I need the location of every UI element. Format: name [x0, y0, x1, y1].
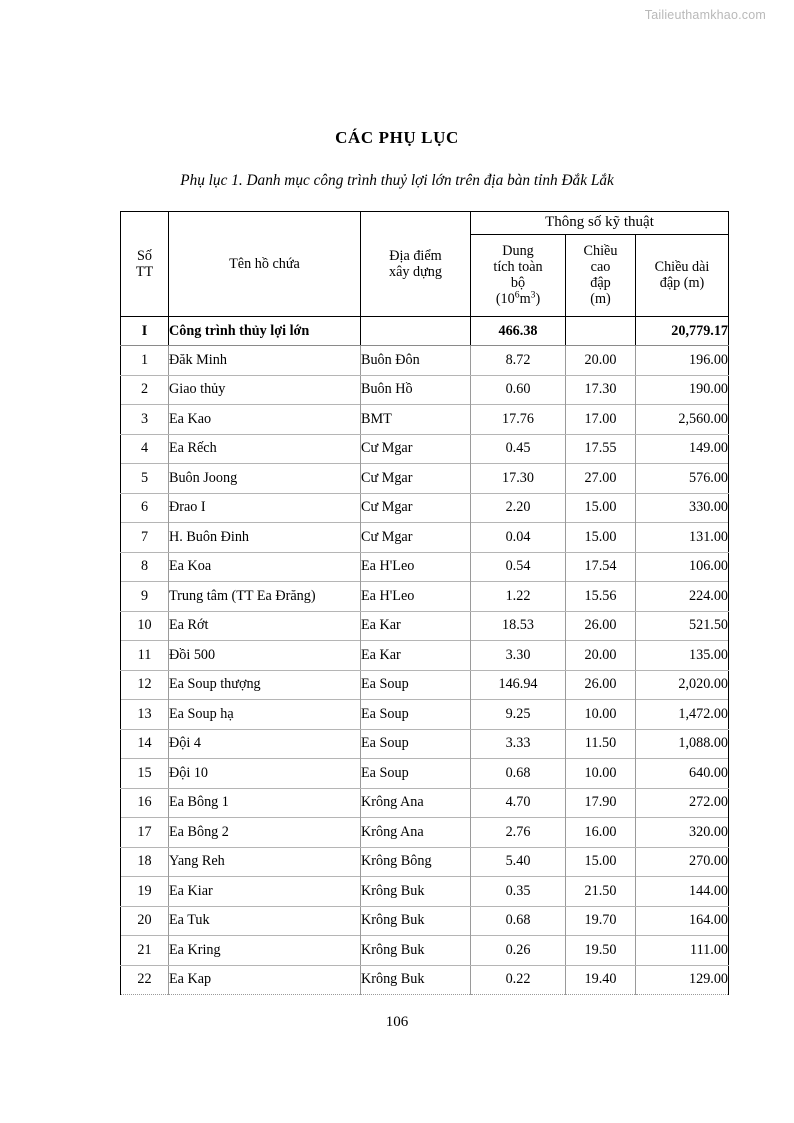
cell-volume: 9.25 — [471, 700, 566, 730]
cell-length: 190.00 — [636, 375, 729, 405]
cell-no: 17 — [121, 818, 169, 848]
cell-name: Giao thủy — [169, 375, 361, 405]
table-row — [121, 493, 729, 523]
page-title: CÁC PHỤ LỤC — [335, 128, 459, 147]
cell-height: 10.00 — [566, 700, 636, 730]
cell-location: Krông Ana — [361, 818, 471, 848]
table-row — [121, 847, 729, 877]
header-row-group — [121, 212, 729, 235]
cell-location — [361, 317, 471, 346]
table-head — [121, 212, 729, 317]
cell-volume: 2.20 — [471, 493, 566, 523]
cell-height: 17.30 — [566, 375, 636, 405]
cell-length: 106.00 — [636, 552, 729, 582]
cell-no: 19 — [121, 877, 169, 907]
cell-no: 5 — [121, 464, 169, 494]
cell-name: Ea Koa — [169, 552, 361, 582]
cell-no: 16 — [121, 788, 169, 818]
cell-location: Buôn Đôn — [361, 346, 471, 376]
header-length-line2: đập (m) — [659, 275, 705, 292]
cell-height: 15.56 — [566, 582, 636, 612]
cell-volume: 0.35 — [471, 877, 566, 907]
unit-exp-three: 3 — [530, 289, 536, 301]
header-length-line1: Chiều dài — [654, 259, 710, 276]
cell-no: 7 — [121, 523, 169, 553]
cell-height: 10.00 — [566, 759, 636, 789]
cell-height: 15.00 — [566, 493, 636, 523]
cell-volume: 17.76 — [471, 405, 566, 435]
cell-location: Ea H'Leo — [361, 552, 471, 582]
header-height-line2: cao — [590, 259, 611, 276]
cell-length: 149.00 — [636, 434, 729, 464]
cell-no: 9 — [121, 582, 169, 612]
cell-location: Ea Soup — [361, 729, 471, 759]
cell-location: Ea Soup — [361, 759, 471, 789]
cell-length: 2,560.00 — [636, 405, 729, 435]
table-body — [121, 317, 729, 995]
appendix-subtitle: Phụ lục 1. Danh mục công trình thuỷ lợi lớn trên địa bàn tỉnh Đắk Lắk — [180, 172, 614, 189]
table-row-summary — [121, 317, 729, 346]
cell-height: 17.00 — [566, 405, 636, 435]
table-row — [121, 552, 729, 582]
cell-length: 576.00 — [636, 464, 729, 494]
header-height-line1: Chiều — [583, 243, 618, 260]
cell-no: 11 — [121, 641, 169, 671]
cell-location: Ea H'Leo — [361, 582, 471, 612]
cell-location: Krông Ana — [361, 788, 471, 818]
reservoir-table — [120, 211, 729, 995]
cell-location: Krông Buk — [361, 965, 471, 995]
table-row — [121, 906, 729, 936]
cell-name: Yang Reh — [169, 847, 361, 877]
cell-no: 14 — [121, 729, 169, 759]
unit-exp-six: 6 — [514, 289, 520, 301]
cell-location: Ea Kar — [361, 611, 471, 641]
header-cell-location — [361, 212, 471, 317]
header-height-line3: đập — [590, 275, 611, 292]
cell-name: Buôn Joong — [169, 464, 361, 494]
cell-no: 6 — [121, 493, 169, 523]
cell-volume: 17.30 — [471, 464, 566, 494]
cell-length: 20,779.17 — [636, 317, 729, 346]
cell-length: 131.00 — [636, 523, 729, 553]
table-row — [121, 611, 729, 641]
cell-height: 20.00 — [566, 641, 636, 671]
cell-volume: 3.33 — [471, 729, 566, 759]
header-cell-length — [636, 234, 729, 316]
site-watermark: Tailieuthamkhao.com — [644, 8, 766, 22]
cell-location: Krông Buk — [361, 936, 471, 966]
cell-height: 19.70 — [566, 906, 636, 936]
cell-volume: 2.76 — [471, 818, 566, 848]
cell-volume: 146.94 — [471, 670, 566, 700]
table-row — [121, 788, 729, 818]
cell-name: Đăk Minh — [169, 346, 361, 376]
cell-location: Krông Bông — [361, 847, 471, 877]
cell-name: Ea Soup thượng — [169, 670, 361, 700]
table-row — [121, 818, 729, 848]
cell-location: Cư Mgar — [361, 493, 471, 523]
cell-name: Ea Bông 2 — [169, 818, 361, 848]
header-volume-unit — [471, 291, 565, 307]
header-height-line4: (m) — [590, 291, 611, 308]
header-location-line1: Địa điểm — [389, 247, 442, 264]
cell-volume: 0.54 — [471, 552, 566, 582]
cell-name: Ea Kao — [169, 405, 361, 435]
cell-length: 1,088.00 — [636, 729, 729, 759]
table-row — [121, 405, 729, 435]
cell-height: 21.50 — [566, 877, 636, 907]
header-no-line2: TT — [135, 264, 154, 280]
header-cell-technical-group: Thông số kỹ thuật — [471, 212, 729, 235]
table-row — [121, 582, 729, 612]
table-row — [121, 670, 729, 700]
cell-height: 11.50 — [566, 729, 636, 759]
cell-volume: 18.53 — [471, 611, 566, 641]
cell-name: Ea Kiar — [169, 877, 361, 907]
header-cell-volume — [471, 234, 566, 316]
cell-height: 20.00 — [566, 346, 636, 376]
header-cell-name: Tên hồ chứa — [169, 212, 361, 317]
cell-no: 2 — [121, 375, 169, 405]
table-row — [121, 759, 729, 789]
cell-height: 16.00 — [566, 818, 636, 848]
cell-height: 19.50 — [566, 936, 636, 966]
table-row — [121, 877, 729, 907]
cell-length: 2,020.00 — [636, 670, 729, 700]
unit-metre: m — [519, 291, 531, 308]
cell-volume: 5.40 — [471, 847, 566, 877]
cell-location: Ea Soup — [361, 670, 471, 700]
header-no-line1: Số — [137, 247, 152, 264]
cell-volume: 0.68 — [471, 906, 566, 936]
cell-name: Ea Soup hạ — [169, 700, 361, 730]
cell-name: Đội 10 — [169, 759, 361, 789]
cell-volume: 3.30 — [471, 641, 566, 671]
cell-name: Ea Kap — [169, 965, 361, 995]
cell-no: 1 — [121, 346, 169, 376]
cell-no: I — [121, 317, 169, 346]
cell-name: H. Buôn Đinh — [169, 523, 361, 553]
cell-height: 17.90 — [566, 788, 636, 818]
cell-volume: 0.22 — [471, 965, 566, 995]
appendix-table-container — [120, 211, 728, 995]
cell-length: 320.00 — [636, 818, 729, 848]
cell-length: 330.00 — [636, 493, 729, 523]
cell-volume: 1.22 — [471, 582, 566, 612]
cell-length: 196.00 — [636, 346, 729, 376]
header-volume-line2: tích toàn — [493, 259, 543, 276]
cell-location: BMT — [361, 405, 471, 435]
page-number: 106 — [385, 1014, 409, 1030]
cell-length: 272.00 — [636, 788, 729, 818]
header-location-line2: xây dựng — [388, 264, 442, 280]
table-row — [121, 936, 729, 966]
cell-volume: 4.70 — [471, 788, 566, 818]
cell-length: 111.00 — [636, 936, 729, 966]
table-row — [121, 375, 729, 405]
header-cell-no — [121, 212, 169, 317]
unit-paren-close: ) — [535, 291, 541, 308]
table-row — [121, 700, 729, 730]
cell-volume: 0.26 — [471, 936, 566, 966]
cell-no: 4 — [121, 434, 169, 464]
cell-volume: 0.45 — [471, 434, 566, 464]
cell-no: 18 — [121, 847, 169, 877]
cell-volume: 8.72 — [471, 346, 566, 376]
cell-height: 15.00 — [566, 523, 636, 553]
cell-length: 640.00 — [636, 759, 729, 789]
header-volume-line3: bộ — [510, 275, 526, 292]
cell-no: 12 — [121, 670, 169, 700]
cell-height: 26.00 — [566, 670, 636, 700]
cell-location: Ea Kar — [361, 641, 471, 671]
cell-length: 270.00 — [636, 847, 729, 877]
header-volume-line1: Dung — [502, 243, 534, 260]
unit-paren-open: (10 — [495, 291, 515, 308]
cell-no: 8 — [121, 552, 169, 582]
table-row — [121, 729, 729, 759]
cell-location: Ea Soup — [361, 700, 471, 730]
cell-length: 521.50 — [636, 611, 729, 641]
cell-location: Cư Mgar — [361, 464, 471, 494]
cell-name: Đội 4 — [169, 729, 361, 759]
table-row — [121, 434, 729, 464]
cell-length: 1,472.00 — [636, 700, 729, 730]
cell-location: Cư Mgar — [361, 523, 471, 553]
cell-height: 19.40 — [566, 965, 636, 995]
cell-length: 129.00 — [636, 965, 729, 995]
table-row — [121, 464, 729, 494]
cell-no: 15 — [121, 759, 169, 789]
cell-location: Buôn Hồ — [361, 375, 471, 405]
cell-no: 22 — [121, 965, 169, 995]
cell-location: Krông Buk — [361, 906, 471, 936]
cell-length: 144.00 — [636, 877, 729, 907]
cell-height: 17.54 — [566, 552, 636, 582]
cell-height — [566, 317, 636, 346]
header-cell-height — [566, 234, 636, 316]
cell-volume: 0.68 — [471, 759, 566, 789]
cell-length: 224.00 — [636, 582, 729, 612]
cell-name: Ea Kring — [169, 936, 361, 966]
cell-location: Krông Buk — [361, 877, 471, 907]
table-row — [121, 523, 729, 553]
cell-volume: 0.60 — [471, 375, 566, 405]
cell-name: Ea Rếch — [169, 434, 361, 464]
cell-name: Trung tâm (TT Ea Đrăng) — [169, 582, 361, 612]
cell-name: Công trình thủy lợi lớn — [169, 317, 361, 346]
cell-no: 20 — [121, 906, 169, 936]
cell-name: Đrao I — [169, 493, 361, 523]
cell-name: Ea Tuk — [169, 906, 361, 936]
cell-height: 17.55 — [566, 434, 636, 464]
cell-height: 15.00 — [566, 847, 636, 877]
cell-volume: 0.04 — [471, 523, 566, 553]
cell-no: 13 — [121, 700, 169, 730]
table-row — [121, 641, 729, 671]
cell-name: Ea Rớt — [169, 611, 361, 641]
cell-volume: 466.38 — [471, 317, 566, 346]
cell-name: Ea Bông 1 — [169, 788, 361, 818]
cell-length: 164.00 — [636, 906, 729, 936]
cell-no: 21 — [121, 936, 169, 966]
table-row — [121, 965, 729, 995]
table-row — [121, 346, 729, 376]
cell-height: 26.00 — [566, 611, 636, 641]
cell-no: 10 — [121, 611, 169, 641]
cell-length: 135.00 — [636, 641, 729, 671]
cell-height: 27.00 — [566, 464, 636, 494]
cell-name: Đồi 500 — [169, 641, 361, 671]
cell-no: 3 — [121, 405, 169, 435]
cell-location: Cư Mgar — [361, 434, 471, 464]
